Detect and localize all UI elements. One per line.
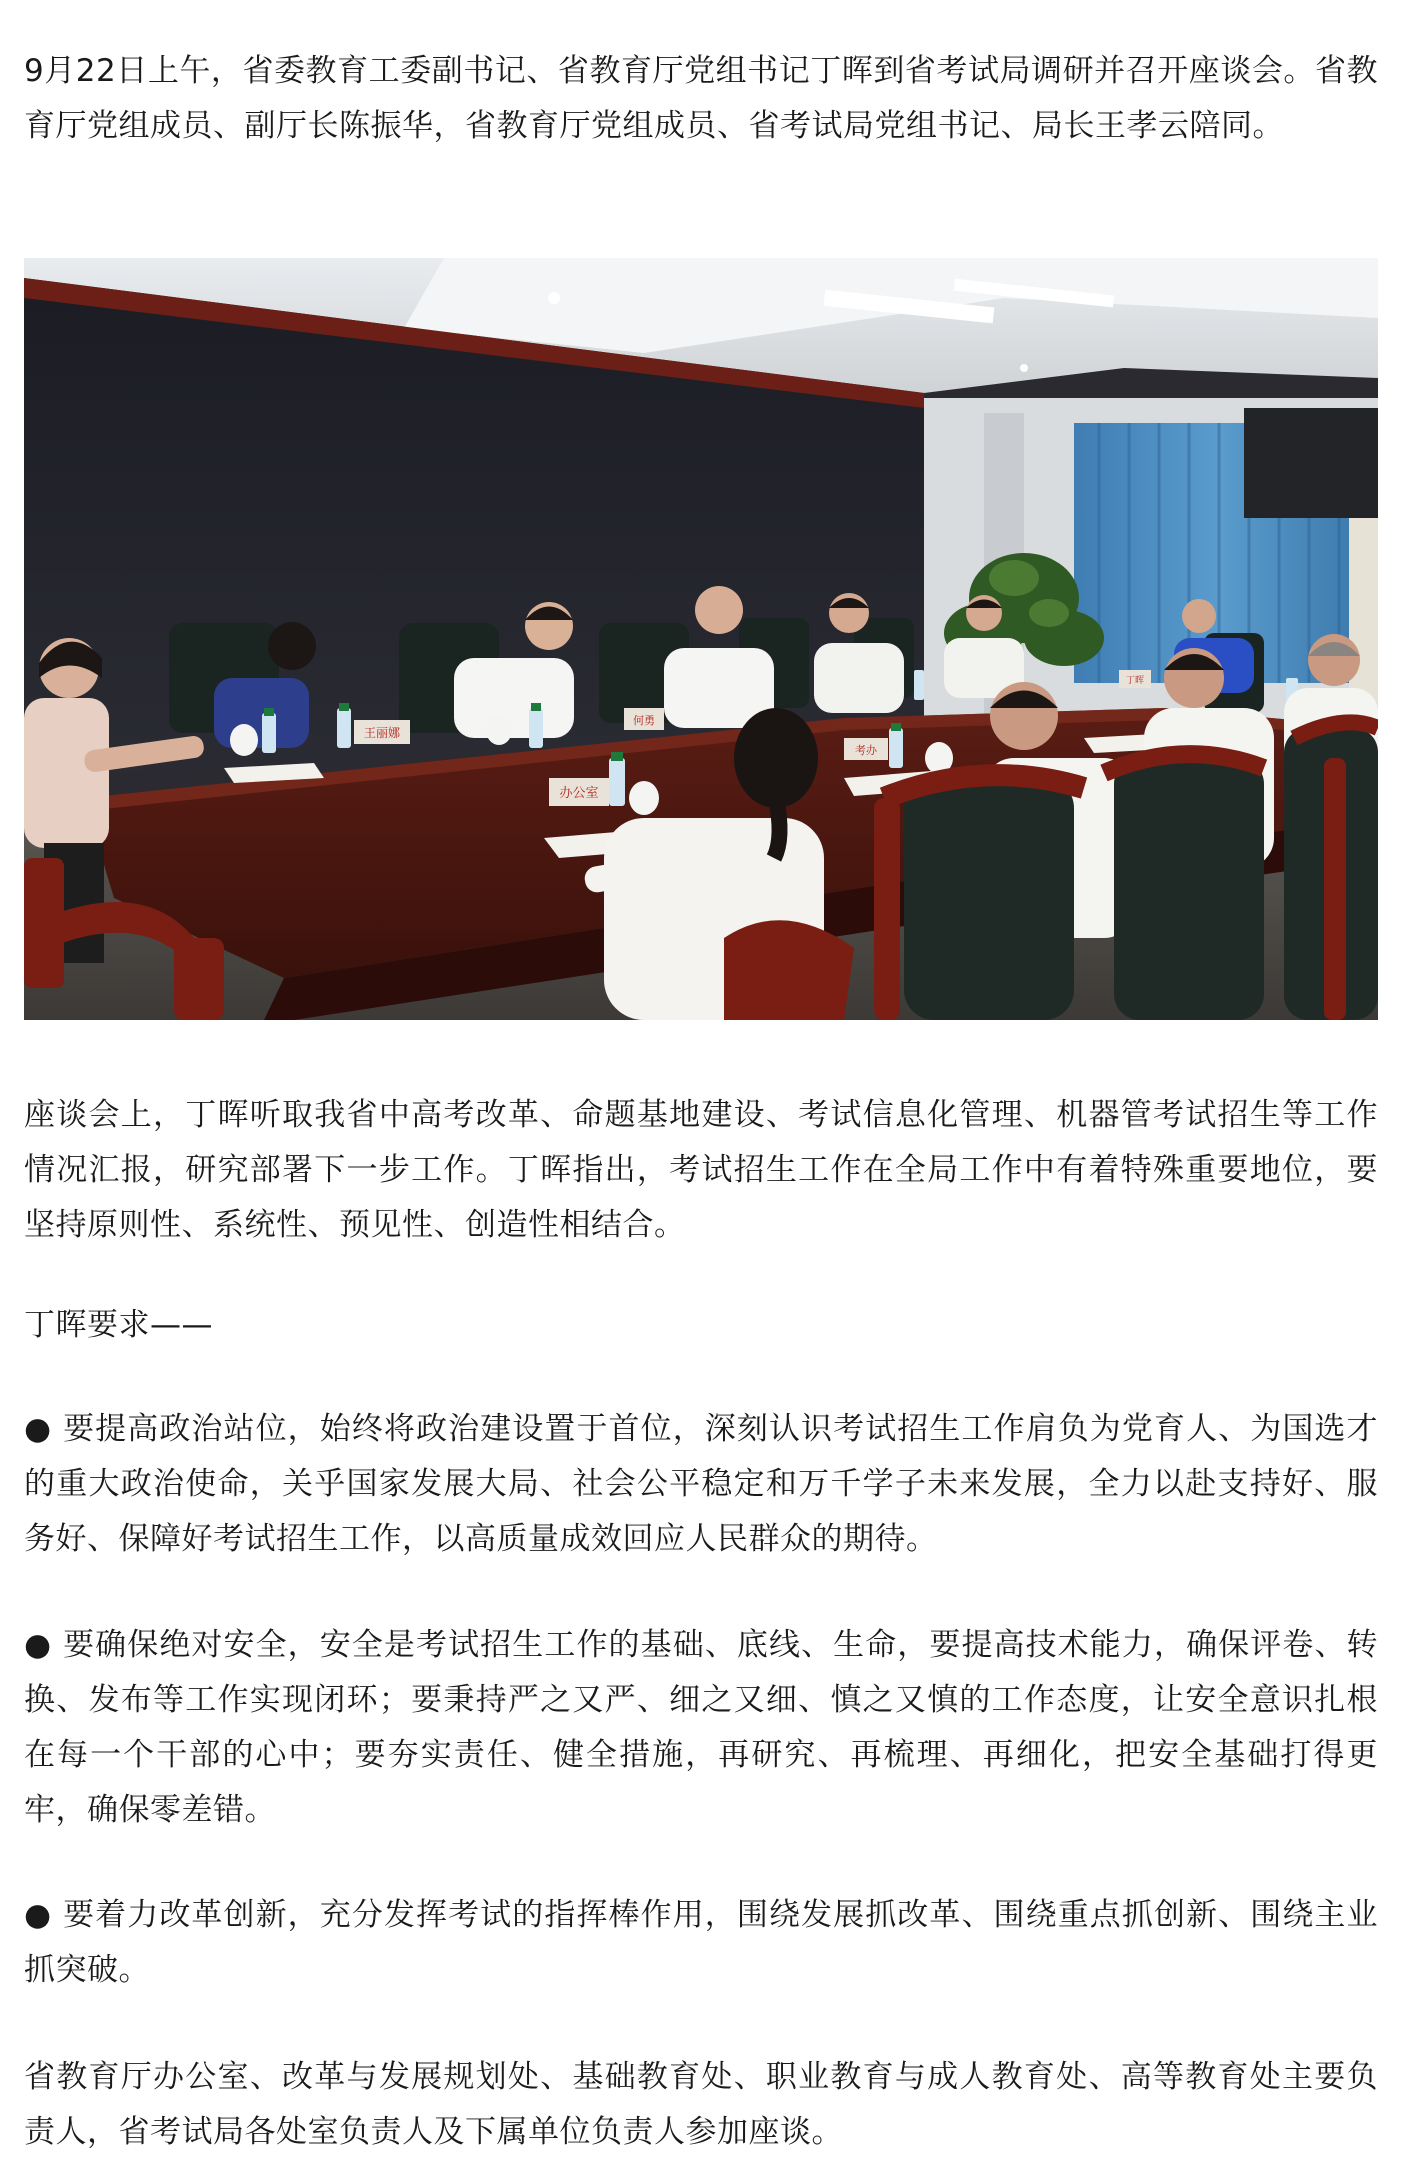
- bullet-item: ● 要确保绝对安全，安全是考试招生工作的基础、底线、生命，要提高技术能力，确保评卷、转换、发布等工作实现闭环；要秉持严之又严、细之又细、慎之又慎的工作态度，让安全意识扎根在每一个干部的心中；要夯实责任、健全措施，再研究、再梳理、再细化，把安全基础打得更牢，确保零差错。: [24, 1627, 1378, 1828]
- closing-paragraph: 省教育厅办公室、改革与发展规划处、基础教育处、职业教育与成人教育处、高等教育处主要负责人，省考试局各处室负责人及下属单位负责人参加座谈。: [24, 2059, 1378, 2150]
- intro-paragraph: 9月22日上午，省委教育工委副书记、省教育厅党组书记丁晖到省考试局调研并召开座谈会。省教育厅党组成员、副厅长陈振华，省教育厅党组成员、省考试局党组书记、局长王孝云陪同。: [24, 53, 1378, 144]
- requirements-heading: 丁晖要求——: [24, 1307, 213, 1343]
- bullet-item: ● 要提高政治站位，始终将政治建设置于首位，深刻认识考试招生工作肩负为党育人、为国选才的重大政治使命，关乎国家发展大局、社会公平稳定和万千学子未来发展，全力以赴支持好、服务好、保障好考试招生工作，以高质量成效回应人民群众的期待。: [24, 1411, 1378, 1557]
- name-card-5: 丁晖: [1125, 676, 1145, 686]
- summary-paragraph: 座谈会上，丁晖听取我省中高考改革、命题基地建设、考试信息化管理、机器管考试招生等工作情况汇报，研究部署下一步工作。丁晖指出，考试招生工作在全局工作中有着特殊重要地位，要坚持原则性、系统性、预见性、创造性相结合。: [24, 1097, 1378, 1243]
- name-card-4: 考办: [855, 744, 877, 757]
- meeting-photo: [24, 258, 1378, 1020]
- bullet-item: ● 要着力改革创新，充分发挥考试的指挥棒作用，围绕发展抓改革、围绕重点抓创新、围绕主业抓突破。: [24, 1897, 1378, 1988]
- name-card-2: 何勇: [633, 714, 655, 727]
- name-card-3: 办公室: [559, 786, 599, 801]
- name-card-1: 王丽娜: [363, 726, 401, 740]
